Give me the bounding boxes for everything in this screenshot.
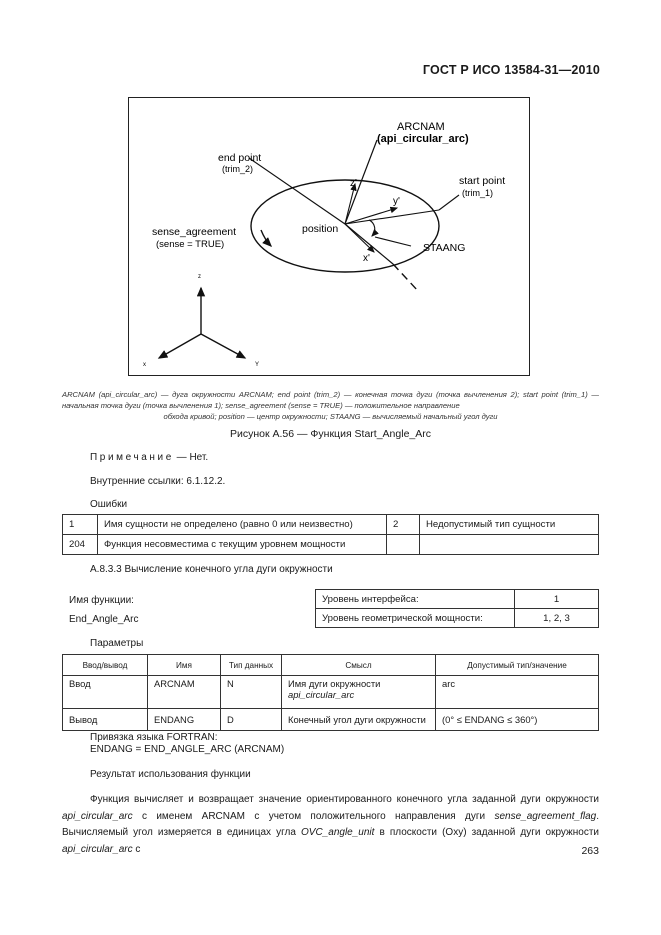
function-name-value: End_Angle_Arc xyxy=(69,614,139,625)
table-row xyxy=(63,676,599,709)
errors-table xyxy=(62,514,599,555)
error-code xyxy=(387,535,420,555)
error-text: Функция несовместима с текущим уровнем мощности xyxy=(98,535,387,555)
label-axis-z: z xyxy=(198,274,201,280)
errors-title: Ошибки xyxy=(90,499,128,510)
note xyxy=(90,452,208,463)
legend-line-2: обхода кривой; position — центр окружности; STAANG — вычисляемый начальный угол дуги xyxy=(163,412,498,421)
table-row xyxy=(316,609,599,628)
axis-y-arrow xyxy=(201,334,245,358)
table-row xyxy=(63,515,599,535)
standard-header: ГОСТ Р ИСО 13584-31—2010 xyxy=(422,63,600,77)
page-number: 263 xyxy=(581,845,599,857)
label-position: position xyxy=(302,223,339,235)
error-code: 2 xyxy=(387,515,420,535)
col-header: Ввод/вывод xyxy=(63,655,148,676)
internal-refs: Внутренние ссылки: 6.1.12.2. xyxy=(90,476,226,487)
error-code: 204 xyxy=(63,535,98,555)
params-table xyxy=(62,654,599,731)
fortran-code: ENDANG = END_ANGLE_ARC (ARCNAM) xyxy=(90,744,285,755)
label-y-prime: y' xyxy=(393,196,400,207)
staang-arc xyxy=(369,220,375,236)
param-meaning: Имя дуги окружности api_circular_arc xyxy=(282,676,436,709)
geom-level-value: 1, 2, 3 xyxy=(515,609,599,628)
col-header: Имя xyxy=(148,655,221,676)
param-type: D xyxy=(221,709,282,731)
param-allowed: arc xyxy=(436,676,599,709)
staang-leader xyxy=(375,237,411,246)
error-text xyxy=(420,535,599,555)
label-x-prime: x' xyxy=(363,253,370,264)
start-point-leader xyxy=(439,195,459,210)
param-io: Вывод xyxy=(63,709,148,731)
fortran-label: Привязка языка FORTRAN: xyxy=(90,732,218,743)
param-meaning: Конечный угол дуги окружности xyxy=(282,709,436,731)
label-sense-true: (sense = TRUE) xyxy=(156,239,225,250)
note-text: — Нет. xyxy=(173,452,209,463)
x-prime-arrow xyxy=(345,224,374,252)
param-type: N xyxy=(221,676,282,709)
error-code: 1 xyxy=(63,515,98,535)
col-header: Тип данных xyxy=(221,655,282,676)
table-row xyxy=(316,590,599,609)
param-name: ARCNAM xyxy=(148,676,221,709)
figure-frame xyxy=(128,97,530,376)
col-header: Допустимый тип/значение xyxy=(436,655,599,676)
label-start-point: start point xyxy=(459,175,506,187)
geom-level-label: Уровень геометрической мощности: xyxy=(316,609,515,628)
label-end-point: end point xyxy=(218,152,262,164)
figure-caption: Рисунок А.56 — Функция Start_Angle_Arc xyxy=(229,428,432,440)
function-levels-table xyxy=(315,589,599,628)
note-label: Примечание xyxy=(90,452,174,463)
arc-diagram xyxy=(129,98,529,375)
dashed-axis xyxy=(393,264,419,292)
label-axis-y: Y xyxy=(255,362,260,368)
arc-ellipse xyxy=(251,180,439,272)
label-z-prime: z' xyxy=(350,178,357,189)
z-prime-arrow xyxy=(345,184,355,224)
end-point-line xyxy=(249,158,345,224)
label-api-circular-arc: (api_circular_arc) xyxy=(377,133,469,145)
params-title: Параметры xyxy=(90,638,144,649)
label-trim2: (trim_2) xyxy=(222,164,253,174)
label-axis-x: x xyxy=(143,362,146,368)
usage-title: Результат использования функции xyxy=(90,769,251,780)
interface-level-value: 1 xyxy=(515,590,599,609)
legend-line-1: ARCNAM (api_circular_arc) — дуга окружности ARCNAM; end point (trim_2) — конечная точка дуги (точка вычленения 2); start point (trim_1) — начальная точка дуги (точка вычленения 1); sense_agreement (sense = TRUE) — положительное направление xyxy=(62,390,599,410)
col-header: Смысл xyxy=(282,655,436,676)
section-heading: А.8.3.3 Вычисление конечного угла дуги окружности xyxy=(90,564,333,575)
axis-x-arrow xyxy=(159,334,201,358)
label-arcnam: ARCNAM xyxy=(397,121,445,133)
interface-level-label: Уровень интерфейса: xyxy=(316,590,515,609)
label-trim1: (trim_1) xyxy=(462,188,493,198)
label-sense-agreement: sense_agreement xyxy=(152,226,237,238)
error-text: Имя сущности не определено (равно 0 или неизвестно) xyxy=(98,515,387,535)
param-io: Ввод xyxy=(63,676,148,709)
param-allowed: (0° ≤ ENDANG ≤ 360°) xyxy=(436,709,599,731)
table-header-row xyxy=(63,655,599,676)
sense-arrow xyxy=(261,230,271,246)
figure-legend xyxy=(62,389,599,422)
error-text: Недопустимый тип сущности xyxy=(420,515,599,535)
table-row xyxy=(63,709,599,731)
function-name-label: Имя функции: xyxy=(69,595,134,606)
param-name: ENDANG xyxy=(148,709,221,731)
label-staang: STAANG xyxy=(423,242,466,254)
table-row xyxy=(63,535,599,555)
usage-paragraph: Функция вычисляет и возвращает значение ориентированного конечного угла заданной дуги окружности api_circular_arc с именем ARCNAM с учетом положительного направления дуги sense_agreement_flag. Вычисляемый угол измеряется в единицах угла OVC_angle_unit в плоскости (Oxy) заданной дуги окружности api_circular_arc с xyxy=(62,794,599,855)
